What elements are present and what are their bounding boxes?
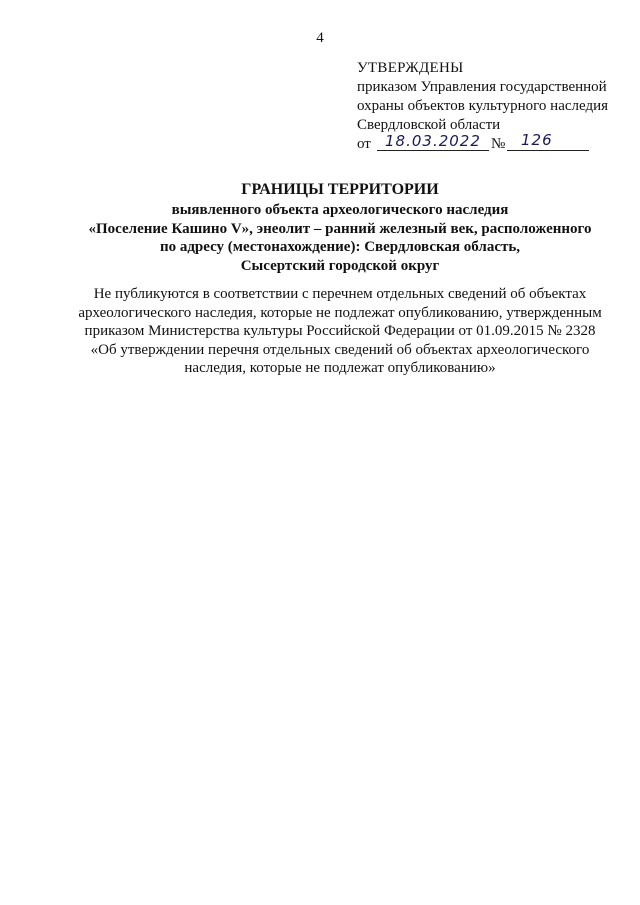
note-line: наследия, которые не подлежат опубликованию»: [184, 360, 496, 376]
handwritten-number: 126: [521, 131, 553, 149]
title-line: «Поселение Кашино V», энеолит – ранний железный век, расположенного: [88, 220, 592, 237]
note-line: археологического наследия, которые не подлежат опубликованию, утвержденным: [78, 304, 602, 321]
approval-line: приказом Управления государственной: [357, 79, 607, 95]
title-line: выявленного объекта археологического наследия: [171, 202, 509, 218]
note-line: Не публикуются в соответствии с перечнем отдельных сведений об объектах: [93, 286, 587, 302]
number-underline: [507, 150, 589, 151]
title-line: Сысертский городской округ: [240, 257, 440, 274]
document-title: [60, 180, 620, 275]
from-label: от: [357, 136, 371, 152]
note-line: приказом Министерства культуры Российской Федерации от 01.09.2015 № 2328: [84, 323, 596, 339]
approval-stamp: [357, 59, 627, 155]
page-number: 4: [316, 30, 324, 46]
number-label: №: [491, 136, 506, 152]
title-line: по адресу (местонахождение): Свердловская область,: [159, 239, 521, 255]
approval-signature-row: [357, 131, 627, 155]
publication-note: [62, 285, 618, 378]
handwritten-date: 18.03.2022: [385, 132, 481, 150]
note-line: «Об утверждении перечня отдельных сведений об объектах археологического: [90, 341, 590, 358]
approval-line: Свердловской области: [357, 117, 501, 133]
title-main: ГРАНИЦЫ ТЕРРИТОРИИ: [241, 181, 439, 198]
approval-heading: УТВЕРЖДЕНЫ: [357, 60, 464, 76]
approval-line: охраны объектов культурного наследия: [357, 98, 609, 114]
